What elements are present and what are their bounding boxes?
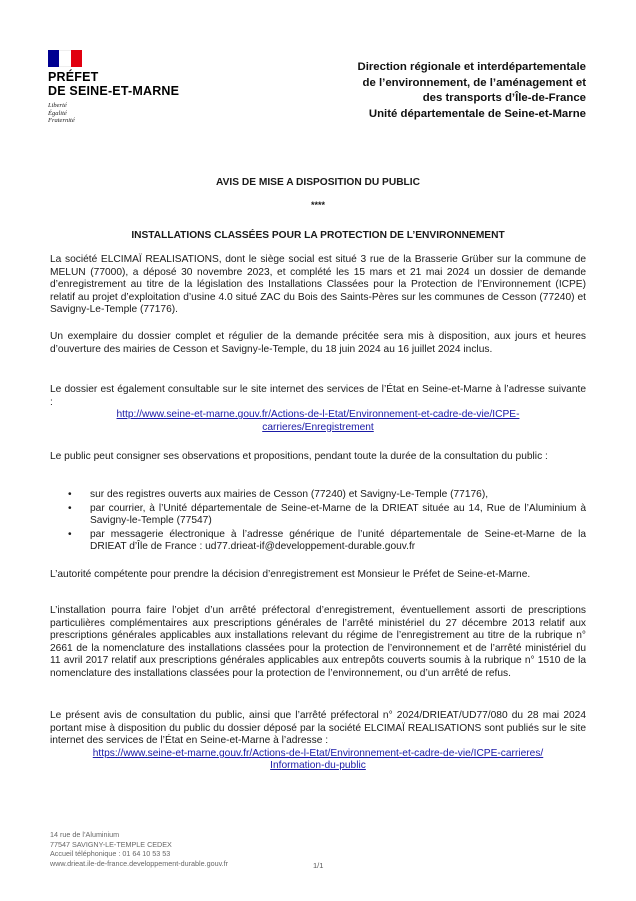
footer-phone: Accueil téléphonique : 01 64 10 53 53 (50, 849, 171, 859)
motto-liberte: Liberté (48, 102, 67, 109)
online-dossier-link-part1[interactable]: http://www.seine-et-marne.gouv.fr/Actions-de-l-Etat/Environnement-et-cadre-de-vie/ICPE- (116, 409, 520, 421)
paragraph-online-text: Le dossier est également consultable sur le site internet des services de l’État en Seine-et-Marne à l’adresse suivante : (50, 384, 586, 408)
bullet-icon: • (68, 502, 72, 514)
bullet-icon: • (68, 528, 72, 540)
authority-line2: de l’environnement, de l’aménagement et (362, 76, 586, 89)
list-item (50, 529, 586, 554)
motto-egalite: Égalité (48, 109, 67, 117)
footer-street: 14 rue de l’Aluminium (50, 830, 120, 839)
republic-motto (48, 102, 198, 125)
separator-stars: **** (310, 200, 325, 210)
paragraph-publication-text: Le présent avis de consultation du public, ainsi que l’arrêté préfectoral n° 2024/DRIEAT/UD77/080 du 28 mai 2024 portant mise à disposition du public du dossier déposé par la société ELCIMAÏ REALISATIONS sont publiés sur le site internet des services de l’État en Seine-et-Marne à l’adresse : (50, 710, 586, 747)
publication-link-part1[interactable]: https://www.seine-et-marne.gouv.fr/Actions-de-l-Etat/Environnement-et-cadre-de-vie/ICPE-carrieres/ (92, 747, 544, 759)
paragraph-authority: L’autorité compétente pour prendre la décision d’enregistrement est Monsieur le Préfet de Seine-et-Marne. (50, 569, 531, 580)
paragraph-decision: L’installation pourra faire l’objet d’un arrêté préfectoral d’enregistrement, éventuellement assorti de prescriptions particulières complémentaires aux prescriptions générales de l’arrêté ministériel du 27 décembre 2013 relatif aux prescriptions générales applicables aux installations relevant du régime de l’enregistrement au titre de la rubrique n° 2661 de la nomenclature des installations classées pour la protection de l’environnement et de l’arrêté ministériel du 11 avril 2017 relatif aux prescriptions générales applicables aux entrepôts couverts soumis à la rubrique n° 1510 de la nomenclature des installations classées pour la protection de l’environnement, ou d’un arrêté de refus. (50, 605, 586, 679)
consultation-methods-list (50, 489, 586, 555)
list-item (50, 489, 586, 502)
prefet-line1: PRÉFET (48, 70, 99, 84)
paragraph-publication (50, 710, 586, 773)
authority-line3: des transports d’Île-de-France (422, 92, 586, 104)
online-dossier-link-part2[interactable]: carrieres/Enregistrement (262, 421, 374, 433)
bullet-icon: • (68, 489, 72, 500)
list-item (50, 503, 586, 528)
motto-fraternite: Fraternité (48, 117, 75, 124)
french-flag-icon (48, 50, 82, 67)
authority-line4: Unité départementale de Seine-et-Marne (368, 107, 586, 120)
footer-city: 77547 SAVIGNY-LE-TEMPLE CEDEX (50, 839, 172, 849)
prefet-logo (48, 50, 198, 125)
page-number: 1/1 (313, 861, 324, 870)
notice-subtitle: INSTALLATIONS CLASSÉES POUR LA PROTECTION DE L’ENVIRONNEMENT (131, 230, 505, 241)
paragraph-availability: Un exemplaire du dossier complet et régulier de la demande précitée sera mis à disposition, aux jours et heures d’ouverture des mairies de Cesson et Savigny-le-Temple, du 18 juin 2024 au 16 juillet 2024 inclus. (50, 331, 586, 355)
notice-title: AVIS DE MISE A DISPOSITION DU PUBLIC (216, 177, 420, 188)
online-dossier-link[interactable] (50, 409, 586, 434)
footer-website: www.drieat.ile-de-france.developpement-durable.gouv.fr (50, 858, 229, 868)
prefet-name (48, 71, 198, 98)
paragraph-observations: Le public peut consigner ses observations et propositions, pendant toute la durée de la consultation du public : (50, 451, 548, 462)
publication-link[interactable] (50, 748, 586, 773)
list-item-text: sur des registres ouverts aux mairies de Cesson (77240) et Savigny-Le-Temple (77176), (90, 489, 489, 500)
prefet-line2: DE SEINE-ET-MARNE (48, 83, 180, 98)
list-item-text: par courrier, à l’Unité départementale de Seine-et-Marne de la DRIEAT située au 14, Rue de l’Aluminium à Savigny-le-Temple (77547) (90, 502, 586, 527)
publication-link-part2[interactable]: Information-du-public (270, 760, 366, 772)
footer-address (50, 830, 228, 868)
paragraph-online (50, 384, 586, 434)
issuing-authority (286, 60, 586, 122)
authority-line1: Direction régionale et interdépartementale (357, 61, 586, 73)
paragraph-applicant: La société ELCIMAÏ REALISATIONS, dont le siège social est situé 3 rue de la Brasserie Grüber sur la commune de MELUN (77000), a déposé 30 novembre 2023, et complété les 15 mars et 21 mai 2024 un dossier de demande d’enregistrement au titre de la législation des Installations Classées pour la Protection de l’Environnement (ICPE) relatif au projet d’exploitation d’usine 4.0 situé ZAC du Bois des Saints-Pères sur les communes de Cesson (77240) et Savigny-Le-Temple (77176). (50, 254, 586, 316)
list-item-text: par messagerie électronique à l’adresse générique de l’unité départementale de Seine-et-Marne de la DRIEAT d’Île de France : ud77.drieat-if@developpement-durable.gouv.fr (90, 528, 586, 553)
